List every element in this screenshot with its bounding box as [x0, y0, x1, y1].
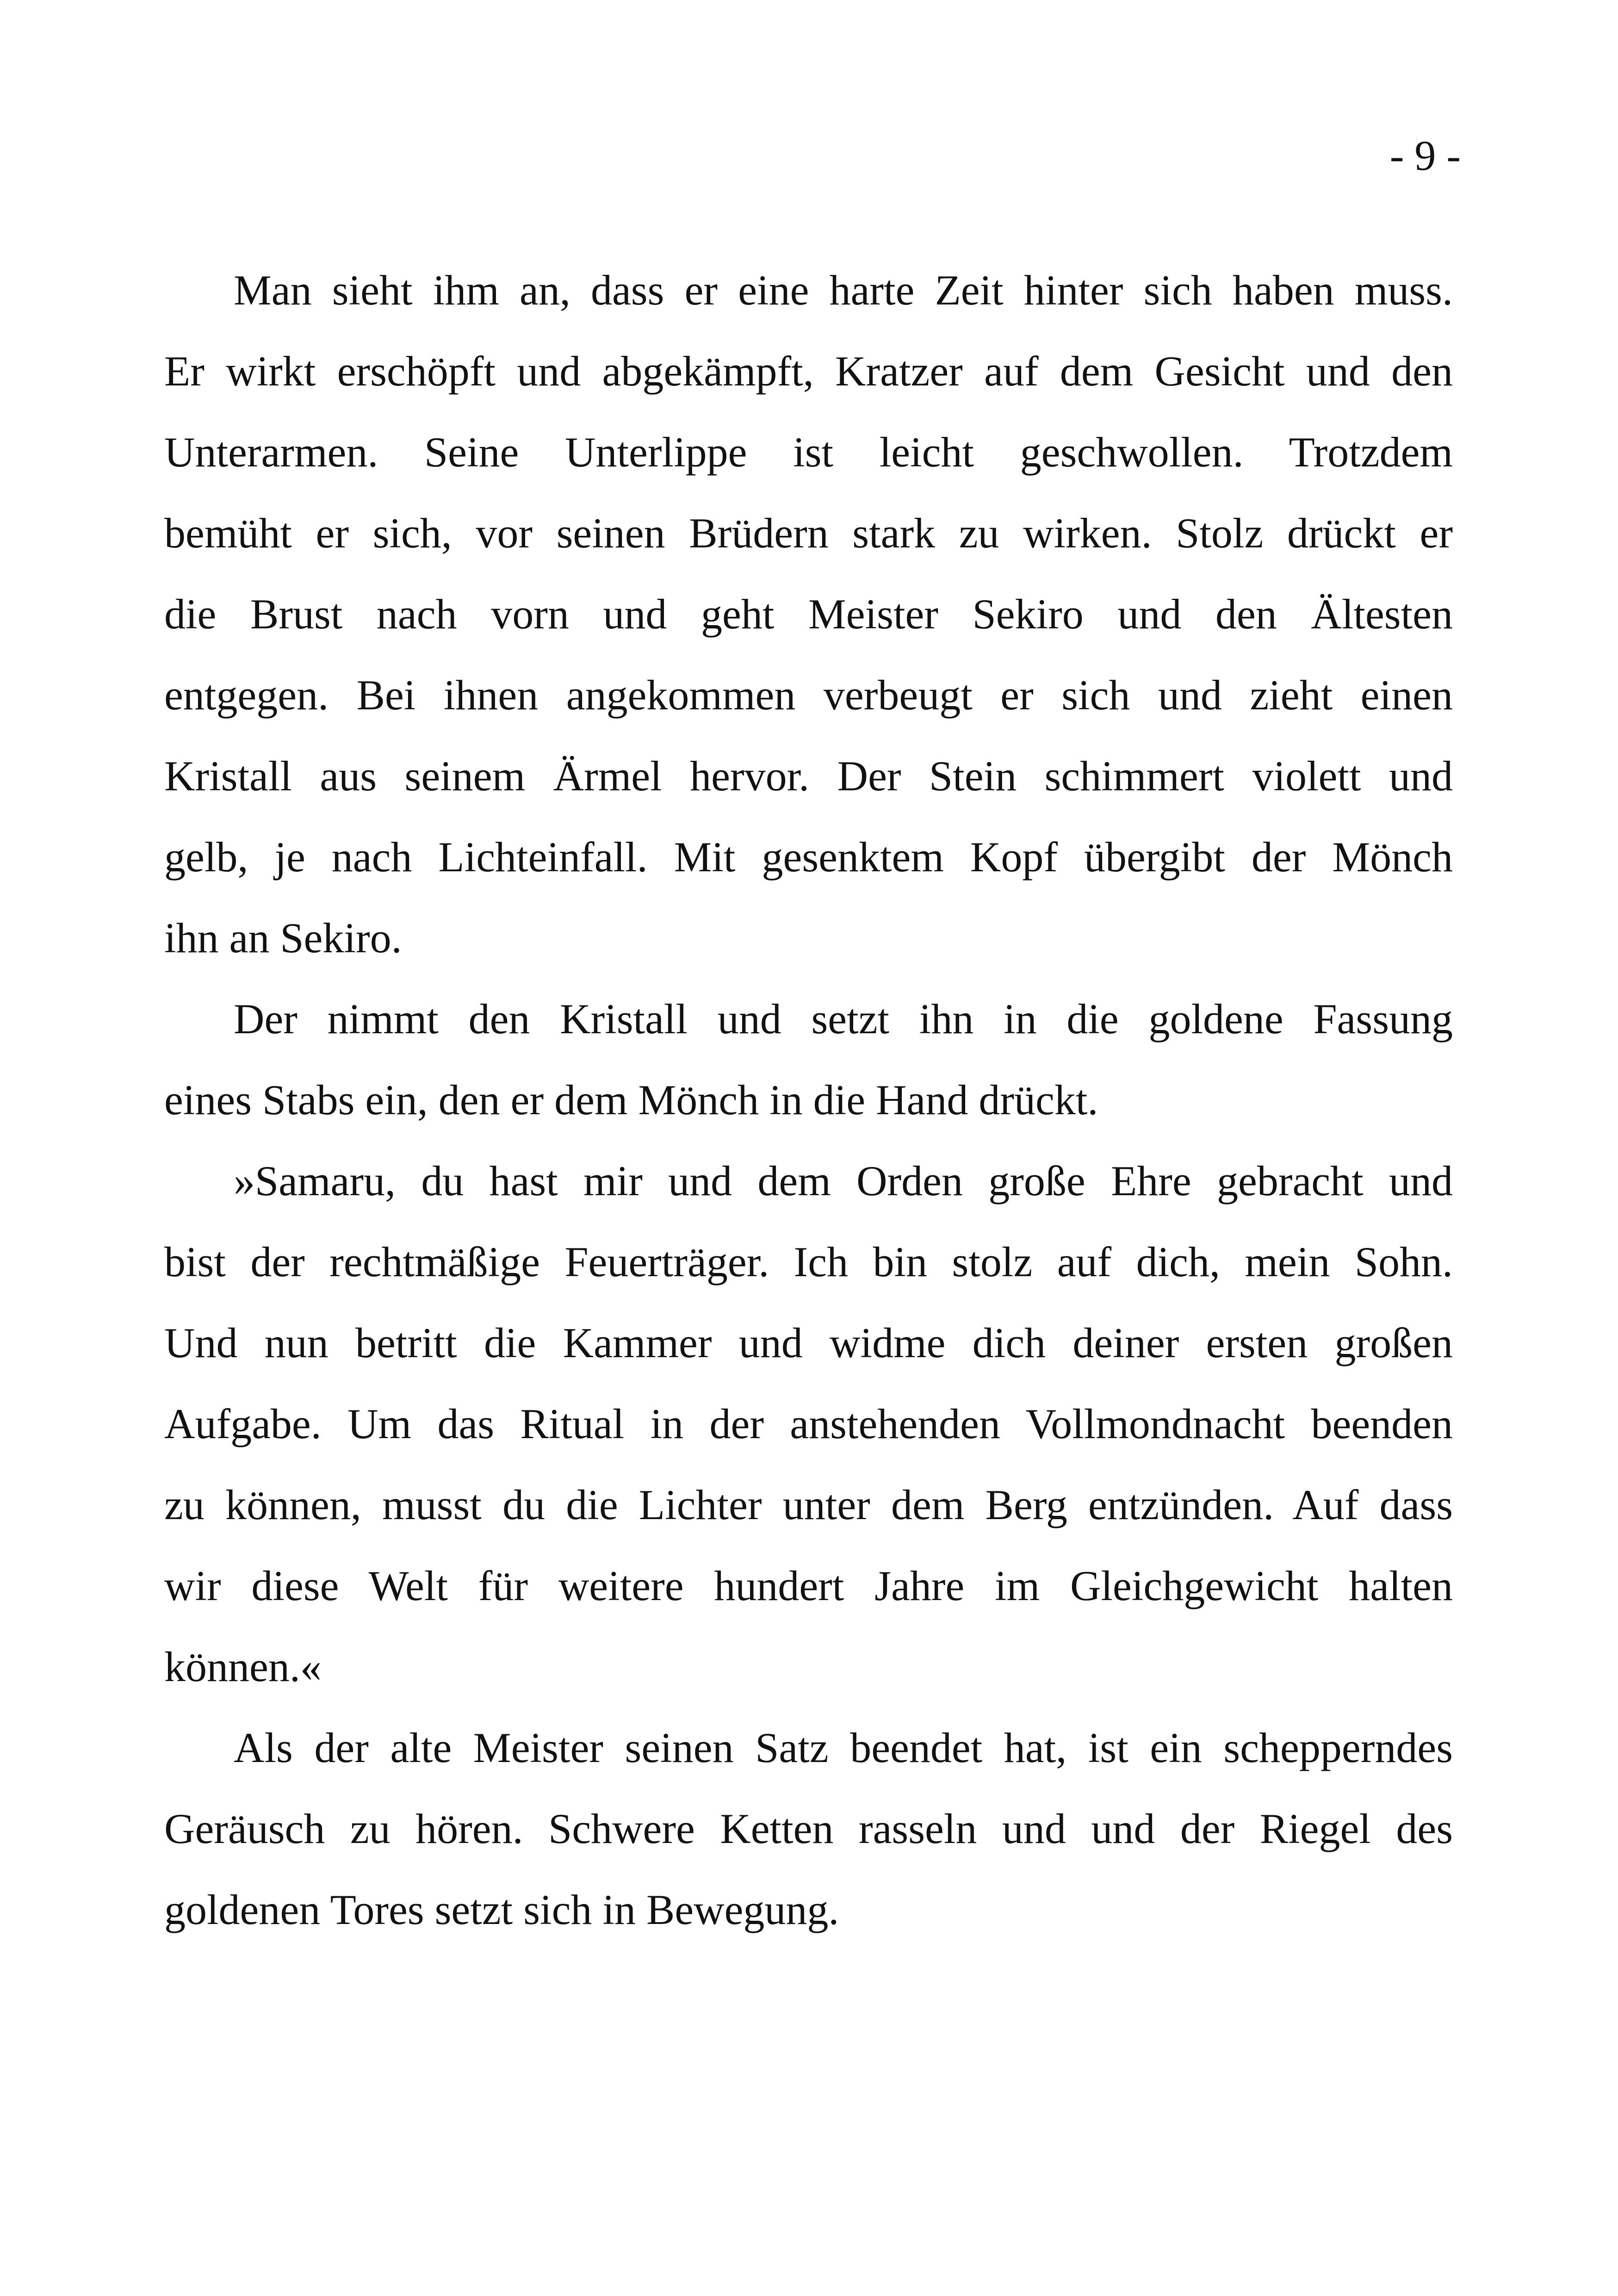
text-line: Geräusch zu hören. Schwere Ketten rasseln und und der Riegel des [164, 1805, 1453, 1852]
text-line: zu können, musst du die Lichter unter dem Berg entzünden. Auf dass [164, 1481, 1453, 1528]
text-line: Man sieht ihm an, dass er eine harte Zeit hinter sich haben muss. [234, 267, 1453, 314]
text-line: Und nun betritt die Kammer und widme dich deiner ersten großen [164, 1319, 1453, 1366]
text-line: bemüht er sich, vor seinen Brüdern stark zu wirken. Stolz drückt er [164, 509, 1453, 557]
text-line: können.« [164, 1643, 322, 1690]
text-line: die Brust nach vorn und geht Meister Sekiro und den Ältesten [164, 590, 1453, 638]
text-line: entgegen. Bei ihnen angekommen verbeugt er sich und zieht einen [164, 671, 1453, 719]
paragraph-2 [164, 979, 1453, 1141]
paragraph-3 [164, 1141, 1453, 1707]
text-line: Kristall aus seinem Ärmel hervor. Der Stein schimmert violett und [164, 752, 1453, 800]
text-line: Der nimmt den Kristall und setzt ihn in die goldene Fassung [234, 995, 1453, 1043]
text-line: Er wirkt erschöpft und abgekämpft, Kratzer auf dem Gesicht und den [164, 348, 1453, 395]
text-line: »Samaru, du hast mir und dem Orden große Ehre gebracht und [234, 1157, 1453, 1204]
page-number: - 9 - [1389, 132, 1461, 179]
text-line: Unterarmen. Seine Unterlippe ist leicht geschwollen. Trotzdem [164, 428, 1453, 476]
text-body [164, 250, 1453, 1950]
text-line: wir diese Welt für weitere hundert Jahre im Gleichgewicht halten [164, 1562, 1453, 1609]
text-line: Als der alte Meister seinen Satz beendet hat, ist ein schepperndes [234, 1724, 1453, 1771]
text-line: Aufgabe. Um das Ritual in der anstehenden Vollmondnacht beenden [164, 1400, 1453, 1447]
paragraph-1 [164, 250, 1453, 979]
text-line: gelb, je nach Lichteinfall. Mit gesenktem Kopf übergibt der Mönch [164, 833, 1453, 881]
text-line: eines Stabs ein, den er dem Mönch in die Hand drückt. [164, 1076, 1098, 1123]
text-line: goldenen Tores setzt sich in Bewegung. [164, 1886, 839, 1933]
text-line: ihn an Sekiro. [164, 914, 402, 962]
paragraph-4 [164, 1707, 1453, 1950]
text-line: bist der rechtmäßige Feuerträger. Ich bin stolz auf dich, mein Sohn. [164, 1238, 1453, 1285]
